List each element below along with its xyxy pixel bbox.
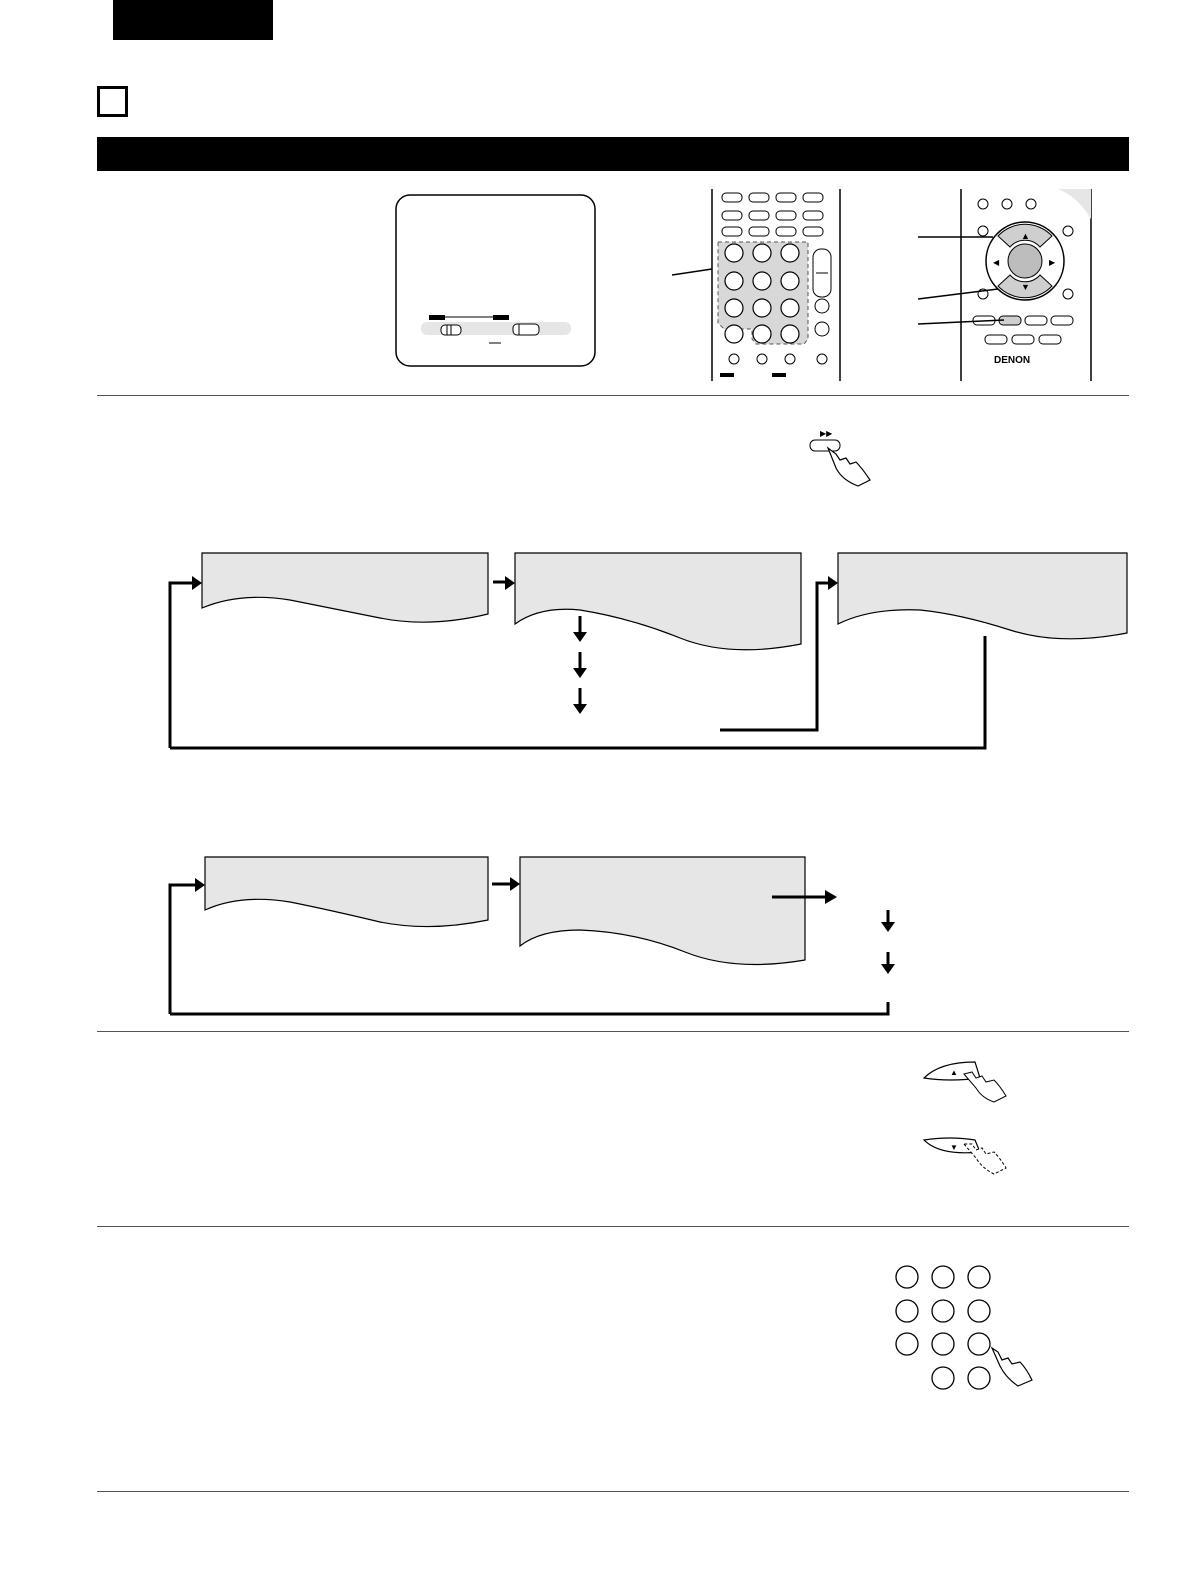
svg-text:▲: ▲ bbox=[1021, 231, 1030, 241]
divider-line bbox=[97, 1226, 1129, 1227]
svg-text:▶: ▶ bbox=[1049, 258, 1056, 267]
divider-line bbox=[97, 1491, 1129, 1492]
section-title-bar bbox=[97, 137, 1129, 171]
remote-cursor-illustration bbox=[918, 189, 1093, 386]
cursor-up-button-icon bbox=[920, 1052, 1010, 1109]
flow-diagram-2 bbox=[160, 852, 920, 1022]
cursor-down-button-icon bbox=[920, 1122, 1010, 1183]
svg-text:▲: ▲ bbox=[950, 1068, 958, 1077]
language-tab bbox=[113, 0, 273, 40]
section-marker-box bbox=[97, 86, 128, 117]
remote-keypad-illustration bbox=[672, 189, 842, 386]
fast-forward-button-icon bbox=[806, 428, 876, 495]
main-unit-panel-illustration bbox=[395, 194, 597, 373]
brand-logo: DENON bbox=[994, 355, 1031, 366]
divider-line bbox=[97, 1031, 1129, 1032]
number-keypad-icon bbox=[888, 1262, 1038, 1397]
divider-line bbox=[97, 395, 1129, 396]
svg-text:▼: ▼ bbox=[1021, 282, 1030, 292]
flow-diagram-1 bbox=[160, 548, 1135, 763]
svg-text:▼: ▼ bbox=[950, 1143, 958, 1152]
svg-text:▶▶: ▶▶ bbox=[820, 429, 833, 438]
svg-text:◀: ◀ bbox=[993, 258, 1000, 267]
